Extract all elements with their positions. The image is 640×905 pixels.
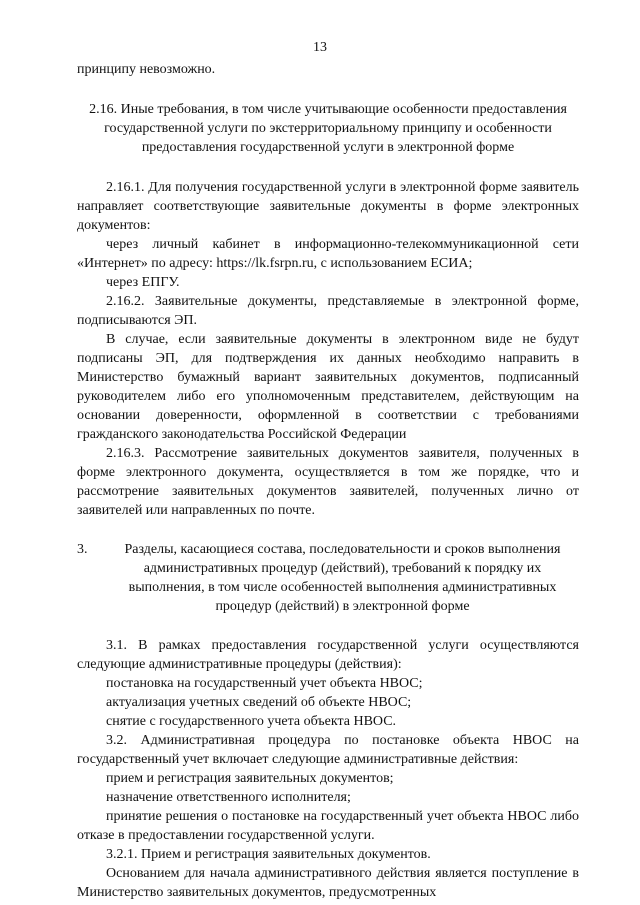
continuation-text: принципу невозможно. bbox=[77, 62, 216, 77]
paragraph-2-16-2: 2.16.2. Заявительные документы, представляемые в электронной форме, подписываются ЭП. bbox=[77, 294, 579, 328]
paragraph-personal-cabinet: через личный кабинет в информационно-телекоммуникационной сети «Интернет» по адресу: https://lk.fsrpn.ru, с использованием ЕСИА; bbox=[77, 237, 579, 271]
list-item-decision: принятие решения о постановке на государственный учет объекта НВОС либо отказе в предоставлении государственной услуги. bbox=[77, 809, 579, 843]
section-3-title: Разделы, касающиеся состава, последовательности и сроков выполнения административных процедур (действий), требований к порядку их выполнения, в том числе особенностей выполнения административных процедур (действий) в электронной форме bbox=[124, 542, 561, 614]
paragraph-3-1: 3.1. В рамках предоставления государственной услуги осуществляются следующие административные процедуры (действия): bbox=[77, 638, 579, 672]
page-number: 13 bbox=[313, 40, 327, 55]
section-2-16-heading: 2.16. Иные требования, в том числе учитывающие особенности предоставления государственной услуги по экстерриториальному принципу и особенности предоставления государственной услуги в электронной форме bbox=[89, 102, 567, 155]
section-3-heading bbox=[77, 540, 579, 616]
document-body bbox=[77, 60, 579, 902]
section-3-number: 3. bbox=[77, 542, 88, 557]
paragraph-basis: Основанием для начала административного действия является поступление в Министерство заявительных документов, предусмотренных bbox=[77, 866, 579, 900]
list-item-registration: постановка на государственный учет объекта НВОС; bbox=[106, 676, 423, 691]
paragraph-2-16-1: 2.16.1. Для получения государственной услуги в электронной форме заявитель направляет соответствующие заявительные документы в форме электронных документов: bbox=[77, 180, 579, 233]
list-item-removal: снятие с государственного учета объекта НВОС. bbox=[106, 714, 397, 729]
list-item-assignment: назначение ответственного исполнителя; bbox=[106, 790, 351, 805]
paragraph-3-2-1: 3.2.1. Прием и регистрация заявительных документов. bbox=[106, 847, 431, 862]
paragraph-3-2: 3.2. Административная процедура по постановке объекта НВОС на государственный учет включает следующие административные действия: bbox=[77, 733, 579, 767]
list-item-receipt: прием и регистрация заявительных документов; bbox=[106, 771, 394, 786]
paragraph-2-16-3: 2.16.3. Рассмотрение заявительных документов заявителя, полученных в форме электронного документа, осуществляется в том же порядке, что и рассмотрение заявительных документов заявителей, полученных лично от заявителей или направленных по почте. bbox=[77, 446, 579, 518]
list-item-update: актуализация учетных сведений об объекте НВОС; bbox=[106, 695, 412, 710]
paragraph-unsigned-documents: В случае, если заявительные документы в электронном виде не будут подписаны ЭП, для подтверждения их данных необходимо направить в Министерство бумажный вариант заявительных документов, подписанный руководителем либо его уполномоченным представителем, действующим на основании доверенности, оформленной в соответствии с требованиями гражданского законодательства Российской Федерации bbox=[77, 332, 579, 442]
paragraph-epgu: через ЕПГУ. bbox=[106, 275, 180, 290]
